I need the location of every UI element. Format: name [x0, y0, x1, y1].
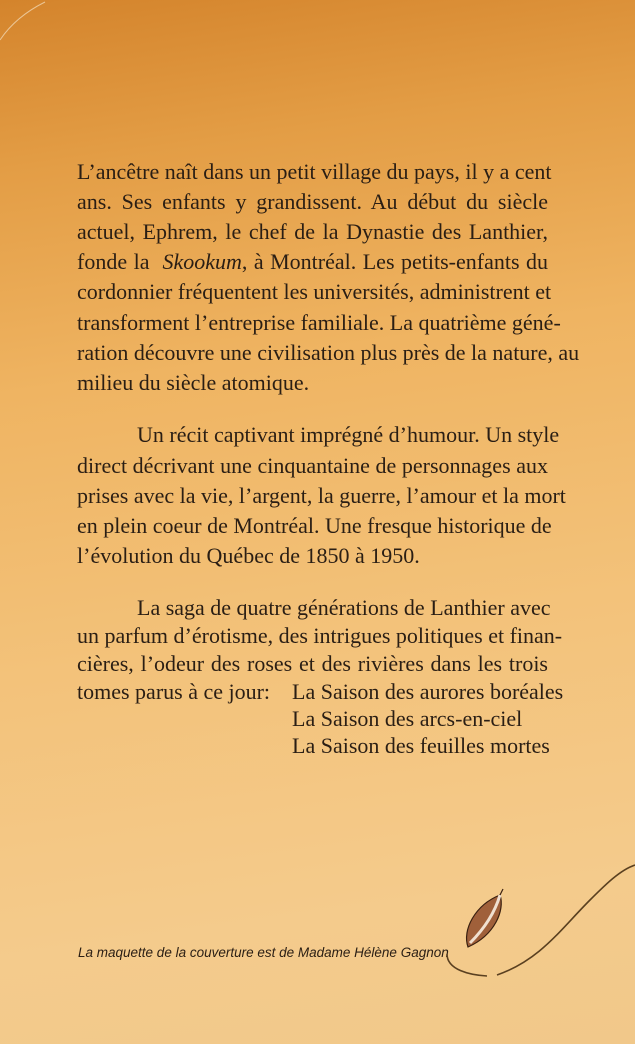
scuff-mark — [0, 2, 45, 40]
text-line: un parfum d’érotisme, des intrigues politiques et finan- — [77, 623, 563, 648]
text-line: prises avec la vie, l’argent, la guerre, l’amour et la mort — [77, 483, 566, 508]
leaf-icon — [467, 889, 503, 947]
text-line: actuel, Ephrem, le chef de la Dynastie des Lanthier, — [77, 219, 548, 244]
text-line: milieu du siècle atomique. — [77, 370, 310, 395]
text-line: l’évolution du Québec de 1850 à 1950. — [77, 543, 420, 568]
text-line: tomes parus à ce jour: — [77, 679, 271, 704]
book-title: La Saison des aurores boréales — [292, 679, 564, 704]
book-title: La Saison des feuilles mortes — [292, 733, 550, 758]
text-line: transforment l’entreprise familiale. La quatrième géné- — [77, 310, 561, 335]
text-line: ans. Ses enfants y grandissent. Au début du siècle — [77, 189, 548, 214]
skookum-italic: Skookum — [162, 249, 242, 274]
text-line: Un récit captivant imprégné d’humour. Un style — [137, 422, 560, 447]
text-line: direct décrivant une cinquantaine de personnages aux — [77, 453, 548, 478]
cover-credit: La maquette de la couverture est de Madame Hélène Gagnon — [78, 945, 449, 960]
text-line: cières, l’odeur des roses et des rivières dans les trois — [77, 651, 548, 676]
text-line: cordonnier fréquentent les universités, administrent et — [77, 279, 552, 304]
text-line: La saga de quatre générations de Lanthier avec — [137, 595, 551, 620]
text-line: ration découvre une civilisation plus près de la nature, au — [77, 340, 580, 365]
book-title: La Saison des arcs-en-ciel — [292, 706, 523, 731]
text-line: L’ancêtre naît dans un petit village du pays, il y a cent — [77, 159, 552, 184]
text: fonde la — [77, 249, 156, 274]
text-line: en plein coeur de Montréal. Une fresque historique de — [77, 513, 552, 538]
text: , à Montréal. Les petits-enfants du — [241, 249, 549, 274]
